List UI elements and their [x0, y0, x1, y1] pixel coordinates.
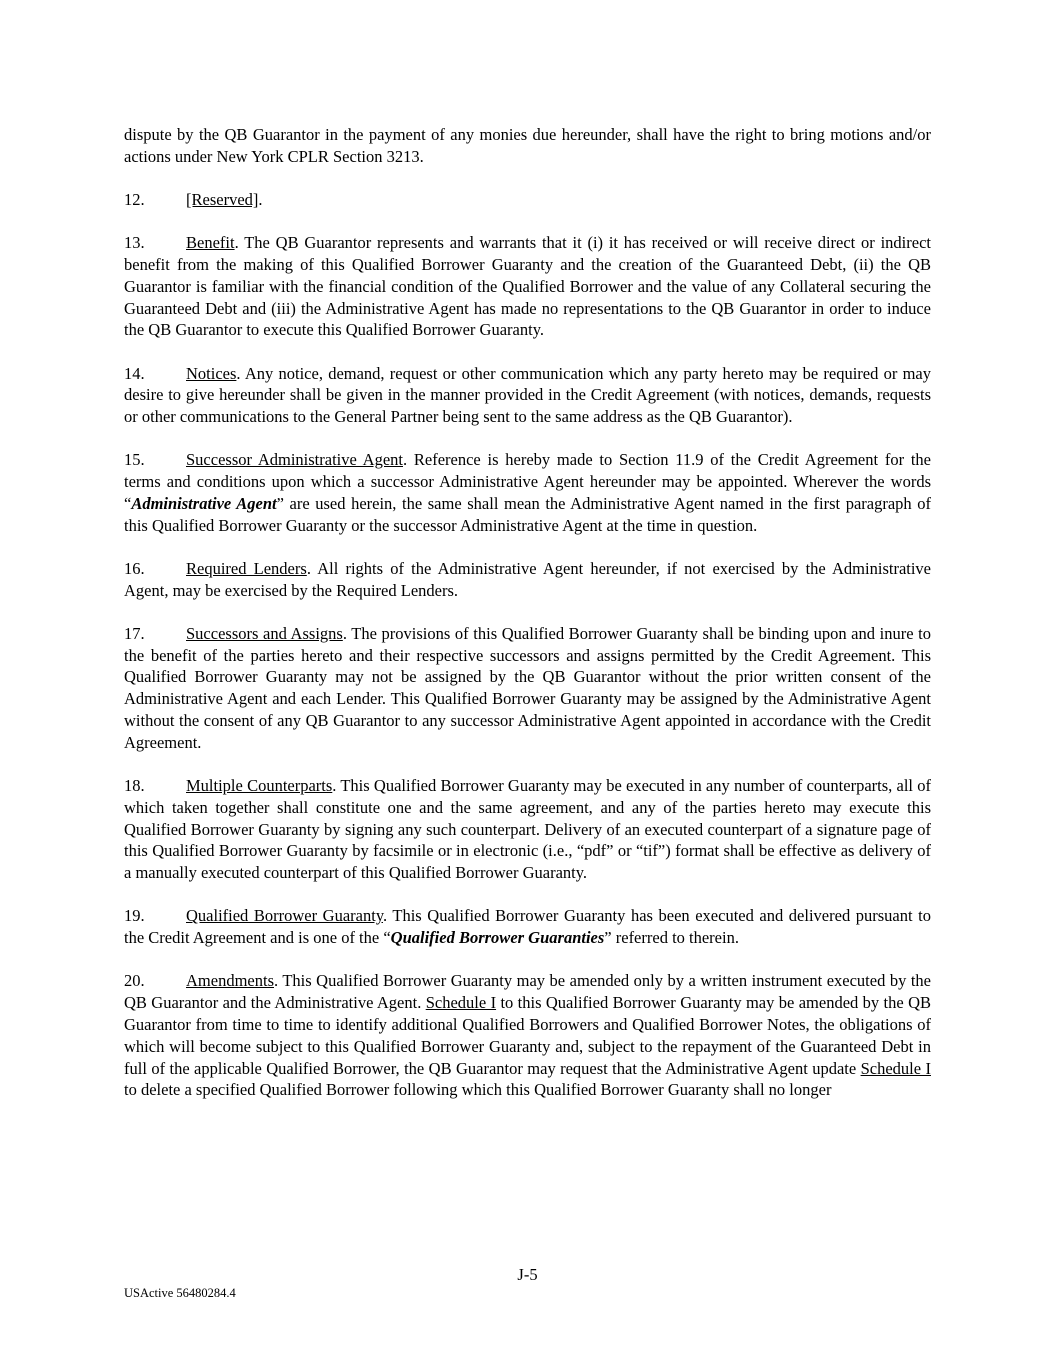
section-17 [124, 623, 931, 754]
intro-text: dispute by the QB Guarantor in the payment of any monies due hereunder, shall have the right to bring motions and/or actions under New York CPLR Section 3213. [124, 125, 931, 166]
section-20 [124, 970, 931, 1101]
schedule-reference: Schedule I [425, 993, 497, 1013]
section-title: Multiple Counterparts [186, 776, 333, 796]
section-text: . The provisions of this Qualified Borrower Guaranty shall be binding upon and inure to the benefit of the parties hereto and their respective successors and assigns permitted by the Credit Agreement. This Qualified Borrower Guaranty may not be assigned by the QB Guarantor without the prior written consent of the Administrative Agent and each Lender. This Qualified Borrower Guaranty may be assigned by the Administrative Agent without the consent of any QB Guarantor to any successor Administrative Agent appointed in accordance with the Credit Agreement. [124, 623, 931, 752]
section-number: 19. [124, 906, 145, 926]
section-title: Benefit [186, 233, 235, 253]
section-19 [124, 905, 931, 949]
section-number: 12. [124, 189, 145, 209]
section-text: . This Qualified Borrower Guaranty may be amended only by a written instrument executed by the QB Guarantor and the Administrative Agent. [124, 971, 931, 1013]
section-number: 14. [124, 363, 145, 383]
section-text: to delete a specified Qualified Borrower following which this Qualified Borrower Guaranty shall no longer [124, 1080, 832, 1100]
defined-term: Qualified Borrower Guaranties [390, 928, 605, 948]
section-number: 20. [124, 971, 145, 991]
section-text: . The QB Guarantor represents and warrants that it (i) it has received or will receive direct or indirect benefit from the making of this Qualified Borrower Guaranty and the creation of the Guaranteed Debt, (ii) the QB Guarantor is familiar with the financial condition of the Qualified Borrower and the value of any Collateral securing the Guaranteed Debt and (iii) the Administrative Agent has made no representations to the QB Guarantor in order to induce the QB Guarantor to execute this Qualified Borrower Guaranty. [124, 233, 931, 340]
section-text: . This Qualified Borrower Guaranty has been executed and delivered pursuant to the Credit Agreement and is one of the “ [124, 906, 931, 948]
section-number: 16. [124, 558, 145, 578]
section-number: 13. [124, 233, 145, 253]
section-15 [124, 449, 931, 536]
section-text: ” are used herein, the same shall mean the Administrative Agent named in the first paragraph of this Qualified Borrower Guaranty or the successor Administrative Agent at the time in question. [124, 493, 931, 535]
section-14 [124, 363, 931, 428]
defined-term: Administrative Agent [131, 493, 277, 513]
intro-paragraph [124, 124, 931, 168]
section-12 [124, 189, 931, 211]
section-title: Notices [186, 363, 237, 383]
section-text: ” referred to therein. [604, 928, 739, 948]
document-body [124, 124, 931, 1123]
section-title: [Reserved] [186, 189, 259, 209]
section-title: Required Lenders [186, 558, 307, 578]
schedule-reference: Schedule I [860, 1058, 931, 1078]
section-title: Qualified Borrower Guaranty [186, 906, 383, 926]
section-text: . Reference is hereby made to Section 11.9 of the Credit Agreement for the terms and conditions upon which a successor Administrative Agent hereunder may be appointed. Wherever the words “ [124, 450, 931, 513]
page-number: J-5 [517, 1265, 538, 1284]
section-title: Successors and Assigns [186, 623, 343, 643]
section-text: . Any notice, demand, request or other communication which any party hereto may be required or may desire to give hereunder shall be given in the manner provided in the Credit Agreement (with notices, demands, requests or other communications to the General Partner being sent to the same address as the QB Guarantor). [124, 363, 931, 427]
section-text: . [258, 189, 263, 209]
section-16 [124, 558, 931, 602]
document-id: USActive 56480284.4 [124, 1286, 236, 1300]
section-number: 15. [124, 450, 145, 470]
section-text: . This Qualified Borrower Guaranty may be executed in any number of counterparts, all of which taken together shall constitute one and the same agreement, and any of the parties hereto may execute this Qualified Borrower Guaranty by signing any such counterpart. Delivery of an executed counterpart of a signature page of this Qualified Borrower Guaranty by facsimile or in electronic (i.e., “pdf” or “tif”) format shall be effective as delivery of a manually executed counterpart of this Qualified Borrower Guaranty. [124, 776, 931, 883]
section-number: 18. [124, 776, 145, 796]
section-title: Amendments [186, 971, 274, 991]
section-text: to this Qualified Borrower Guaranty may be amended by the QB Guarantor from time to time to identify additional Qualified Borrowers and Qualified Borrower Notes, the obligations of which will become subject to this Qualified Borrower Guaranty and, subject to the repayment of the Guaranteed Debt in full of the applicable Qualified Borrower, the QB Guarantor may request that the Administrative Agent update [124, 993, 931, 1078]
section-text: . All rights of the Administrative Agent hereunder, if not exercised by the Administrative Agent, may be exercised by the Required Lenders. [124, 558, 932, 600]
section-18 [124, 775, 931, 884]
section-number: 17. [124, 623, 145, 643]
section-13 [124, 232, 931, 341]
section-title: Successor Administrative Agent [186, 450, 403, 470]
